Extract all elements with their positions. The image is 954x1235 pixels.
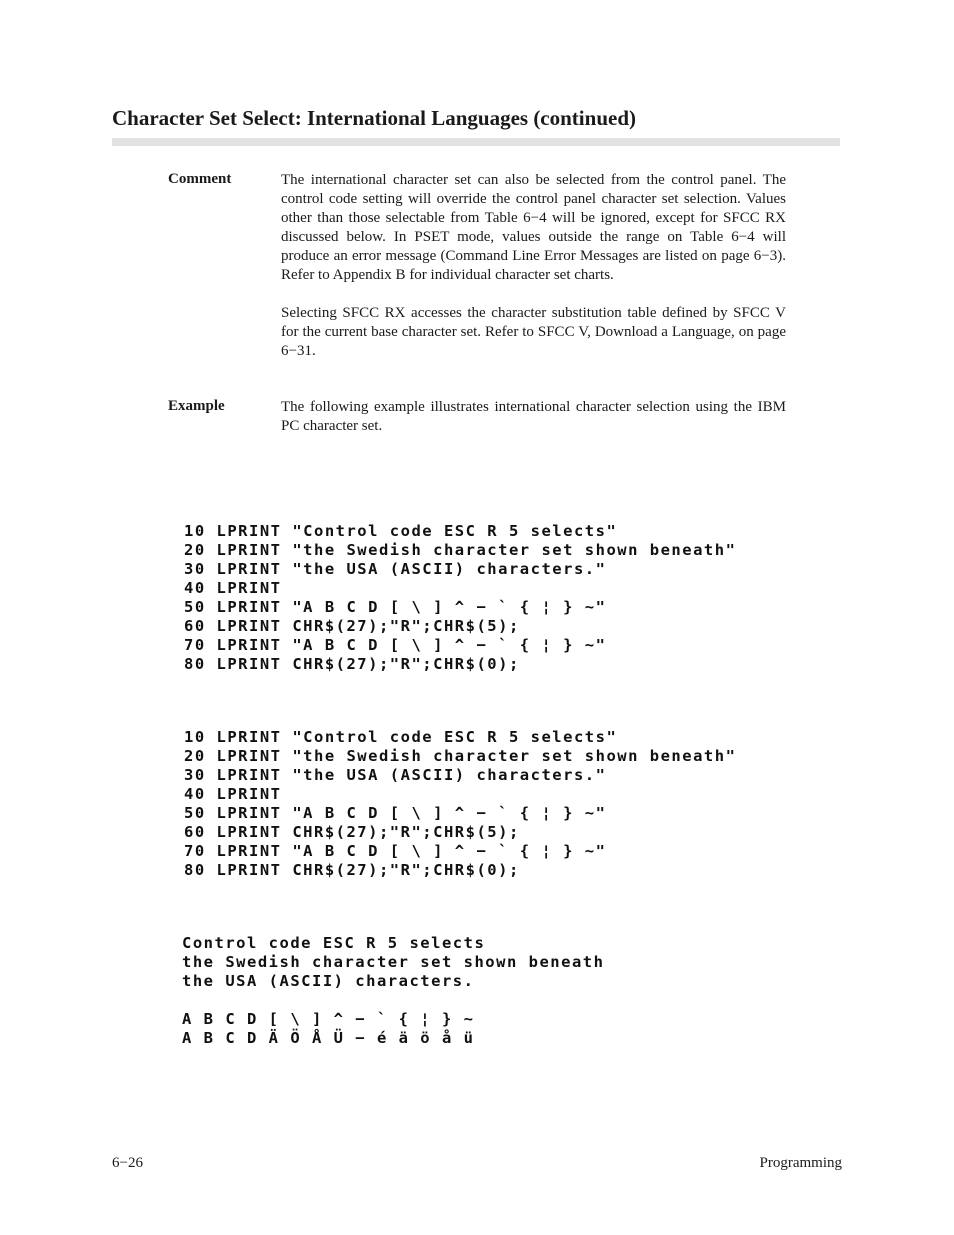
code-line: 40 LPRINT [184,785,282,803]
output-line: Control code ESC R 5 selects [182,934,486,952]
code-line: 20 LPRINT "the Swedish character set shown beneath" [184,747,737,765]
printed-output [182,934,604,1048]
code-line: 70 LPRINT "A B C D [ \ ] ^ − ` { ¦ } ~" [184,636,607,654]
code-line: 20 LPRINT "the Swedish character set shown beneath" [184,541,737,559]
output-line: A B C D Ä Ö Å Ü − é ä ö å ü [182,1029,475,1047]
comment-paragraph: Selecting SFCC RX accesses the character substitution table defined by SFCC V for the current base character set. Refer to SFCC V, Download a Language, on page 6−31. [281,305,786,359]
output-line [182,991,604,1010]
page-title: Character Set Select: International Languages (continued) [112,106,636,130]
code-line: 30 LPRINT "the USA (ASCII) characters." [184,766,607,784]
code-line: 60 LPRINT CHR$(27);"R";CHR$(5); [184,823,520,841]
output-line: A B C D [ \ ] ^ − ` { ¦ } ~ [182,1010,475,1028]
title-rule [112,138,840,146]
code-line: 80 LPRINT CHR$(27);"R";CHR$(0); [184,655,520,673]
basic-listing-2 [184,728,736,880]
footer-section-name: Programming [759,1155,842,1171]
example-label: Example [168,398,225,414]
basic-listing-1 [184,522,736,674]
comment-label: Comment [168,171,232,187]
code-line: 50 LPRINT "A B C D [ \ ] ^ − ` { ¦ } ~" [184,598,607,616]
code-line: 70 LPRINT "A B C D [ \ ] ^ − ` { ¦ } ~" [184,842,607,860]
comment-paragraph: The international character set can also be selected from the control panel. The control code setting will override the control panel character set selection. Values other than those selectable from Table 6−4 will be ignored, except for SFCC RX discussed below. In PSET mode, values outside the range on Table 6−4 will produce an error message (Command Line Error Messages are listed on page 6−3). Refer to Appendix B for individual character set charts. [281,172,786,283]
output-line: the Swedish character set shown beneath [182,953,605,971]
output-line: the USA (ASCII) characters. [182,972,475,990]
code-line: 60 LPRINT CHR$(27);"R";CHR$(5); [184,617,520,635]
code-line: 80 LPRINT CHR$(27);"R";CHR$(0); [184,861,520,879]
code-line: 10 LPRINT "Control code ESC R 5 selects" [184,522,618,540]
code-line: 10 LPRINT "Control code ESC R 5 selects" [184,728,618,746]
code-line: 40 LPRINT [184,579,282,597]
example-paragraph: The following example illustrates international character selection using the IBM PC character set. [281,399,786,434]
comment-body [281,171,786,361]
code-line: 50 LPRINT "A B C D [ \ ] ^ − ` { ¦ } ~" [184,804,607,822]
example-body [281,398,786,436]
page-number: 6−26 [112,1155,143,1171]
code-line: 30 LPRINT "the USA (ASCII) characters." [184,560,607,578]
